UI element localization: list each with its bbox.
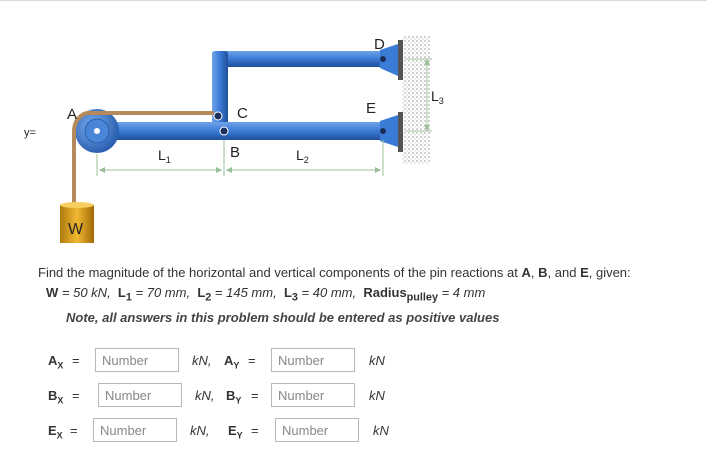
label-l1: $L_1$ bbox=[158, 147, 171, 165]
pin-d bbox=[380, 56, 386, 62]
by-label: $B_Y$ bbox=[226, 388, 242, 406]
wall-ground bbox=[402, 36, 430, 164]
pin-b bbox=[220, 127, 228, 135]
by-input[interactable] bbox=[271, 383, 355, 407]
label-y: y= bbox=[24, 127, 36, 139]
lower-bar bbox=[95, 122, 395, 140]
wall-plate-top bbox=[398, 40, 403, 80]
label-c: C bbox=[237, 105, 248, 122]
upper-arm bbox=[212, 51, 394, 67]
label-l2: $L_2$ bbox=[296, 147, 309, 165]
pin-c bbox=[214, 112, 222, 120]
wall-plate-bottom bbox=[398, 112, 403, 152]
ey-input[interactable] bbox=[275, 418, 359, 442]
label-d: D bbox=[374, 36, 385, 53]
ey-label: $E_Y$ bbox=[228, 423, 243, 441]
label-l3: $L_3$ bbox=[431, 88, 444, 106]
problem-intro: Find the magnitude of the horizontal and vertical components of the pin reactions at A, B, and E, given: bbox=[38, 265, 631, 280]
ex-label: $E_X$ bbox=[48, 423, 63, 441]
label-a: A bbox=[67, 106, 78, 123]
note-text: Note, all answers in this problem should be entered as positive values bbox=[66, 309, 500, 325]
ay-label: $A_Y$ bbox=[224, 353, 240, 371]
label-b: B bbox=[230, 144, 241, 161]
label-w: W bbox=[68, 221, 84, 238]
bx-label: $B_X$ bbox=[48, 388, 64, 406]
bx-input[interactable] bbox=[98, 383, 182, 407]
ax-input[interactable] bbox=[95, 348, 179, 372]
ax-label: $A_X$ bbox=[48, 353, 64, 371]
pin-a bbox=[94, 128, 100, 134]
ay-input[interactable] bbox=[271, 348, 355, 372]
label-e: E bbox=[366, 100, 377, 117]
pin-e bbox=[380, 128, 386, 134]
given-values: W = 50 kN, $L_1 = 70$ mm, $L_2 = 145$ mm, $L_3 = 40$ mm, Radius$_{pulley}$ = 4 mm bbox=[46, 285, 486, 304]
ex-input[interactable] bbox=[93, 418, 177, 442]
problem-statement bbox=[38, 263, 698, 328]
weight-top bbox=[60, 202, 94, 208]
